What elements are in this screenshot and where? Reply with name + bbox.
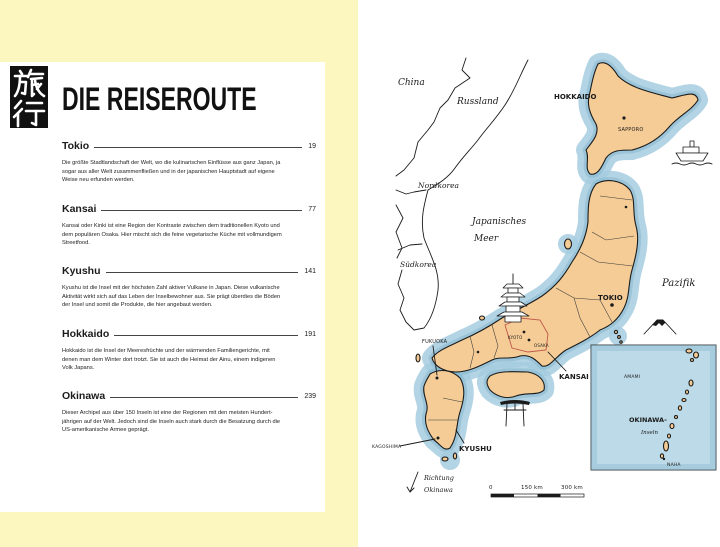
toc-entry-description	[62, 159, 316, 185]
toc-entry-heading	[62, 390, 316, 403]
toc-entry-heading	[62, 265, 316, 278]
toc-entry-heading	[62, 203, 316, 216]
toc-page-number: 77	[308, 206, 316, 213]
toc-entry-title: Kyushu	[62, 265, 101, 277]
pagoda-floor	[505, 316, 521, 322]
toc-entry-description	[62, 284, 316, 310]
toc-leader-line	[106, 272, 299, 273]
izu-island	[620, 341, 622, 343]
amami-label: AMAMI	[624, 375, 641, 380]
description-line: sogar aus aller Welt zusammenfließen und in der japanischen Hauptstadt auf eigene	[62, 168, 275, 175]
description-line: der Insel und somit die Produkte, die hier angebaut werden.	[62, 302, 213, 309]
ship-illustration	[672, 141, 712, 165]
osaka-dot	[528, 339, 531, 342]
toc-entry-heading	[62, 328, 316, 341]
toc-entry-title: Kansai	[62, 203, 97, 215]
south-korea-label: Südkorea	[400, 260, 437, 269]
toc-entry-description	[62, 347, 316, 373]
inset-island	[678, 406, 681, 410]
inset-island	[682, 399, 686, 402]
toc-entry-description	[62, 409, 316, 435]
description-line: Die größte Stadtlandschaft der Welt, wo die kulinarischen Einflüsse aus ganz Japan, ja	[62, 160, 281, 166]
direction-arrowhead	[407, 487, 414, 492]
sapporo-dot	[622, 116, 625, 119]
direction-arrow	[410, 472, 418, 492]
description-line: denen man dem Winter dort trotzt. Sie ist auch die Heimat der Ainu, einem indigenen	[62, 356, 276, 363]
page-title: DIE REISEROUTE	[62, 81, 257, 117]
description-line: Kyushu ist die Insel mit der höchsten Zahl aktiver Vulkane in Japan. Diese vulkanische	[62, 285, 280, 291]
toc-entry-kansai	[62, 203, 316, 248]
kagoshima-dot	[437, 437, 440, 440]
russia-label: Russland	[457, 97, 499, 107]
toc-page-number: 141	[304, 268, 316, 275]
description-line: Hokkaido ist die Insel der Meeresfrüchte und der wärmenden Familiengerichte, mit	[62, 348, 270, 354]
scale-bar-segment	[538, 494, 561, 497]
pagoda-floor	[506, 306, 520, 312]
description-line: jährigen auf der Welt. Jedoch sind die Inseln auch stark durch die Besatzung durch die	[62, 418, 281, 425]
direction-note	[407, 472, 454, 494]
yakushima-island	[442, 457, 448, 461]
kyushu-label: KYUSHU	[459, 445, 492, 453]
china-korea-border	[396, 190, 426, 194]
description-line: Streetfood.	[62, 240, 90, 247]
description-line: dem populären Osaka. Hier mischt sich die feine vegetarische Küche mit vollmundigem	[62, 231, 282, 238]
ship-hull	[676, 153, 708, 161]
description-line: Aktivität wirkt sich auf das Leben der Inselbewohner aus. Sie prägt überdies die Böden	[62, 293, 281, 300]
tanegashima-island	[453, 453, 456, 459]
ship-waves	[672, 163, 712, 165]
okinawa-main-island	[664, 441, 669, 451]
toc-entry-okinawa	[62, 390, 316, 435]
description-line: Kansai oder Kinki ist eine Region der Kontraste zwischen dem traditionellen Kyoto und	[62, 223, 280, 229]
okinawa-inset	[591, 345, 716, 470]
inset-island	[691, 359, 694, 362]
toc-entry-description	[62, 222, 316, 248]
kyoto-label: KYOTO	[508, 335, 523, 340]
tokio-dot	[610, 303, 614, 307]
description-line: Weise neu erfunden werden.	[62, 177, 135, 184]
scale-mid-label: 150 km	[521, 485, 543, 491]
inset-island	[670, 424, 674, 429]
pagoda-floor	[507, 297, 519, 302]
inset-island	[668, 434, 671, 438]
north-korea-label: Nordkorea	[418, 181, 460, 190]
inset-island	[686, 390, 689, 394]
china-label: China	[398, 78, 425, 88]
fukuoka-label: FUKUOKA	[422, 339, 448, 345]
scale-bar-segment	[491, 494, 514, 497]
toc-leader-line	[114, 335, 298, 336]
kansai-label: KANSAI	[559, 373, 589, 381]
kagoshima-label: KAGOSHIMA	[372, 445, 402, 450]
pagoda-roof	[501, 293, 525, 297]
ship-cabin	[683, 147, 699, 153]
ship-chimney	[690, 141, 694, 147]
scale-zero-label: 0	[489, 485, 493, 491]
tokio-label: TOKIO	[598, 294, 623, 302]
description-line: US-amerikanische Armee geprägt.	[62, 427, 149, 434]
torii-pillar	[523, 404, 524, 426]
shikoku-island	[487, 372, 544, 398]
izu-island	[618, 336, 621, 339]
kyoto-dot	[523, 331, 526, 334]
inset-island	[660, 454, 663, 458]
naha-label: NAHA	[667, 463, 681, 468]
okinawa-label-inseln: Inseln	[641, 430, 659, 436]
toc-entry-kyushu	[62, 265, 316, 310]
toc-leader-line	[101, 210, 302, 211]
pacific-label: Pazifik	[662, 278, 696, 289]
japan-sea-label: Japanisches	[472, 217, 527, 227]
inset-island	[686, 349, 692, 353]
japan-sea-label-meer: Meer	[474, 234, 499, 244]
mount-fuji-illustration	[644, 320, 676, 334]
inset-frame	[591, 345, 716, 470]
pagoda-roof	[503, 284, 523, 288]
toc-leader-line	[110, 397, 298, 398]
korea-west-coast	[396, 205, 403, 258]
toc-page-number: 239	[304, 393, 316, 400]
tsushima-island	[416, 354, 420, 362]
inset-island	[675, 416, 678, 419]
inset-island	[694, 352, 699, 358]
scale-max-label: 300 km	[561, 485, 583, 491]
japan-map	[358, 0, 720, 547]
sado-island	[565, 239, 572, 249]
toc-entry-tokio	[62, 140, 316, 185]
toc-entry-title: Tokio	[62, 140, 90, 152]
oki-island	[480, 316, 485, 320]
kanji-emblem	[10, 66, 48, 128]
sapporo-label: SAPPORO	[618, 127, 644, 133]
naha-dot	[663, 458, 665, 460]
description-line: Volk Japans.	[62, 365, 95, 372]
hokkaido-label: HOKKAIDO	[554, 93, 597, 101]
torii-illustration	[500, 400, 530, 426]
toc-entry-title: Okinawa	[62, 390, 106, 402]
izu-island	[614, 330, 617, 333]
description-line: Dieser Archipel aus über 150 Inseln ist eine der Regionen mit den meisten Hundert-	[62, 410, 273, 416]
fukuoka-dot	[436, 377, 439, 380]
scale-bar	[489, 485, 584, 497]
okinawa-label: OKINAWA-	[629, 416, 667, 424]
osaka-label: OSAKA	[534, 343, 549, 348]
city-dot	[625, 206, 628, 209]
toc-entry-hokkaido	[62, 328, 316, 373]
city-dot	[477, 351, 480, 354]
toc-leader-line	[94, 147, 302, 148]
fuji-snowcap	[652, 320, 668, 326]
inset-island	[689, 380, 693, 386]
toc-page-number: 19	[308, 143, 316, 150]
pagoda-floor	[508, 288, 518, 293]
direction-label-okinawa: Okinawa	[424, 486, 453, 494]
china-russia-border	[396, 58, 470, 176]
direction-label: Richtung	[424, 474, 454, 482]
toc-entry-heading	[62, 140, 316, 153]
toc-entry-title: Hokkaido	[62, 328, 110, 340]
toc-page-number: 191	[304, 331, 316, 338]
